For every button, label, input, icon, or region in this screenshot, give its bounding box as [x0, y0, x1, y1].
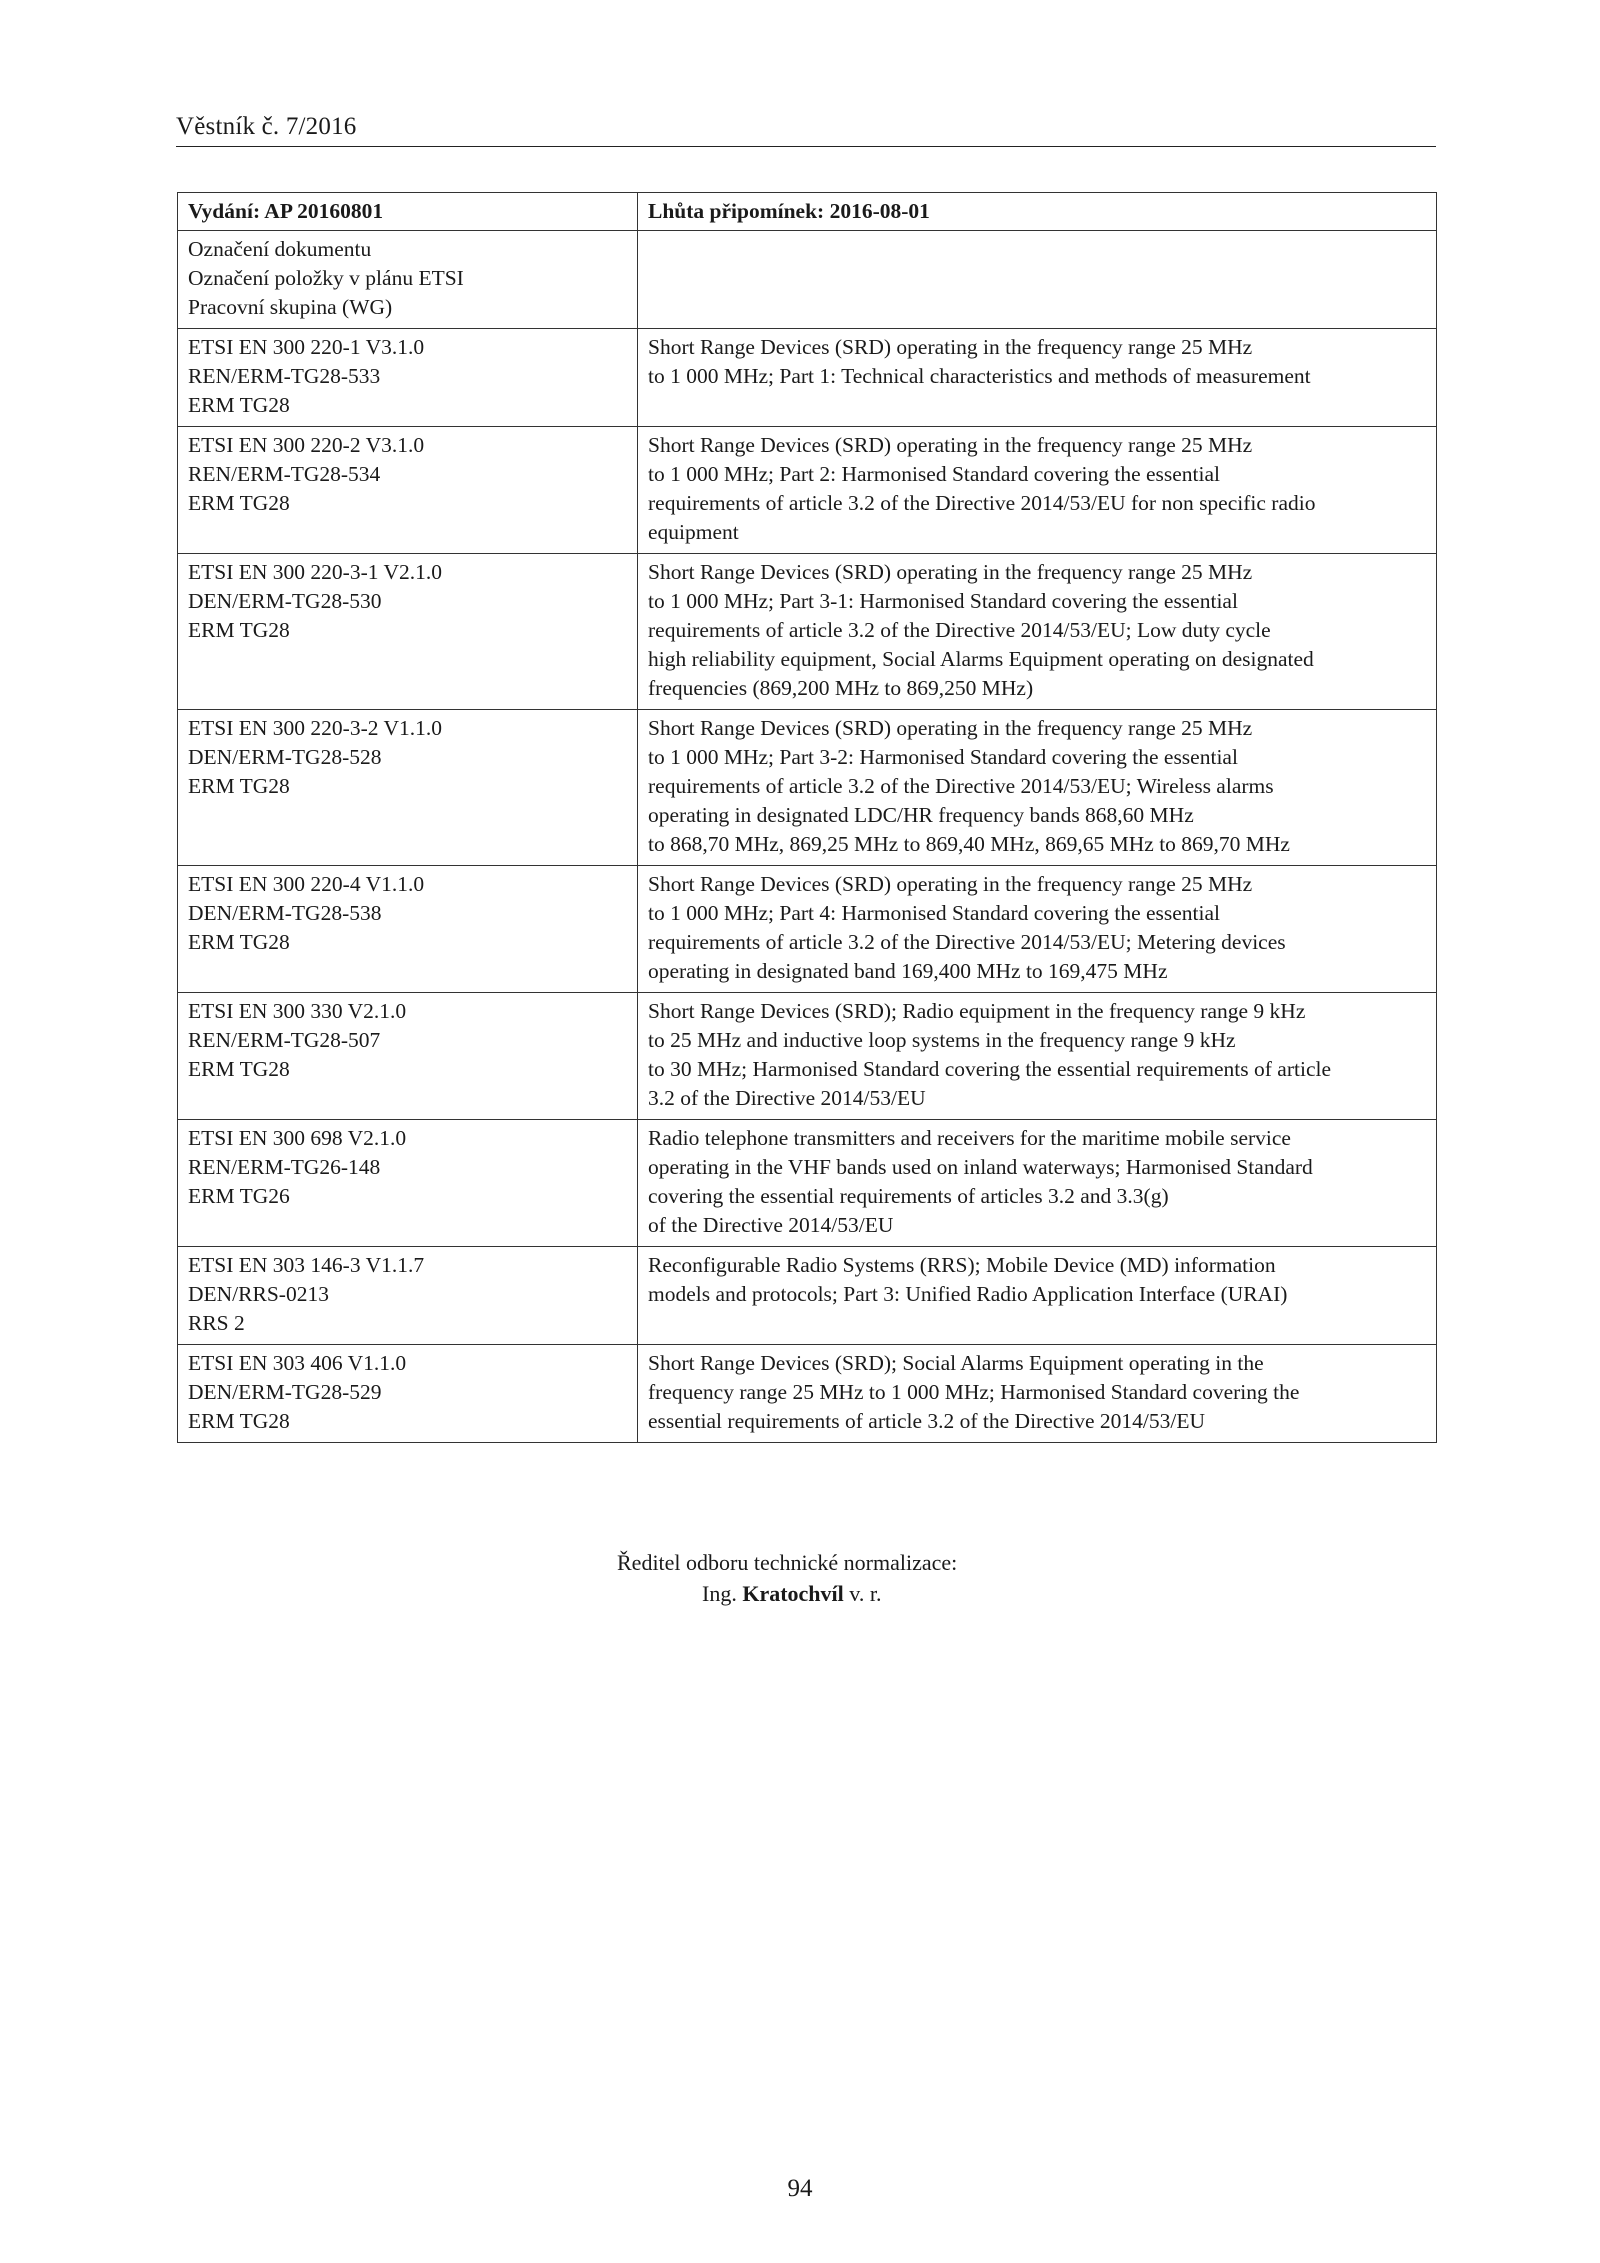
- standard-title-line: requirements of article 3.2 of the Directive 2014/53/EU; Low duty cycle: [648, 618, 1271, 642]
- standard-title-line: Reconfigurable Radio Systems (RRS); Mobile Device (MD) information: [648, 1253, 1276, 1277]
- work-item-reference: REN/ERM-TG28-507: [188, 1028, 381, 1052]
- table-row: [178, 993, 1437, 1120]
- standard-title-line: to 1 000 MHz; Part 4: Harmonised Standard covering the essential: [648, 901, 1221, 925]
- working-group: ERM TG28: [188, 491, 290, 515]
- standard-title-line: of the Directive 2014/53/EU: [648, 1213, 894, 1237]
- standard-title-line: to 25 MHz and inductive loop systems in the frequency range 9 kHz: [648, 1028, 1236, 1052]
- work-item-reference: DEN/RRS-0213: [188, 1282, 329, 1306]
- legend-line: Pracovní skupina (WG): [188, 295, 393, 319]
- standard-title-line: requirements of article 3.2 of the Directive 2014/53/EU for non specific radio: [648, 491, 1316, 515]
- legend-row: [178, 231, 1437, 329]
- standard-title-line: Short Range Devices (SRD); Radio equipment in the frequency range 9 kHz: [648, 999, 1306, 1023]
- standard-title-line: 3.2 of the Directive 2014/53/EU: [648, 1086, 926, 1110]
- standard-title-cell: [638, 866, 1437, 993]
- standard-id-cell: [178, 993, 638, 1120]
- working-group: ERM TG28: [188, 393, 290, 417]
- standard-designation: ETSI EN 300 220-2 V3.1.0: [188, 433, 425, 457]
- standard-title-line: frequency range 25 MHz to 1 000 MHz; Harmonised Standard covering the: [648, 1380, 1300, 1404]
- legend-cell: [178, 231, 638, 329]
- comment-deadline-heading: Lhůta připomínek: 2016-08-01: [638, 193, 1437, 231]
- standard-title-line: Short Range Devices (SRD) operating in the frequency range 25 MHz: [648, 872, 1253, 896]
- signature-suffix: v. r.: [843, 1581, 882, 1606]
- standard-title-line: equipment: [648, 520, 739, 544]
- table-row: [178, 1120, 1437, 1247]
- standard-title-line: Short Range Devices (SRD) operating in the frequency range 25 MHz: [648, 335, 1253, 359]
- standard-id-cell: [178, 1247, 638, 1345]
- standard-title-line: frequencies (869,200 MHz to 869,250 MHz): [648, 676, 1034, 700]
- working-group: RRS 2: [188, 1311, 245, 1335]
- running-header: Věstník č. 7/2016: [176, 113, 357, 140]
- signature-name: Kratochvíl: [742, 1581, 844, 1606]
- standard-title-line: to 868,70 MHz, 869,25 MHz to 869,40 MHz, 869,65 MHz to 869,70 MHz: [648, 832, 1290, 856]
- table-row: [178, 554, 1437, 710]
- page-number: 94: [787, 2175, 813, 2202]
- legend-line: Označení dokumentu: [188, 237, 372, 261]
- work-item-reference: DEN/ERM-TG28-529: [188, 1380, 382, 1404]
- standard-title-line: operating in designated LDC/HR frequency bands 868,60 MHz: [648, 803, 1194, 827]
- standard-designation: ETSI EN 300 220-3-2 V1.1.0: [188, 716, 443, 740]
- standard-id-cell: [178, 1345, 638, 1443]
- signature-prefix: Ing.: [702, 1581, 743, 1606]
- standard-title-cell: [638, 993, 1437, 1120]
- standard-title-line: Short Range Devices (SRD) operating in the frequency range 25 MHz: [648, 716, 1253, 740]
- standard-id-cell: [178, 554, 638, 710]
- working-group: ERM TG28: [188, 774, 290, 798]
- standard-designation: ETSI EN 300 220-3-1 V2.1.0: [188, 560, 443, 584]
- signature-name-line: [702, 1579, 881, 1609]
- legend-empty-cell: [638, 231, 1437, 329]
- table-row: [178, 427, 1437, 554]
- standard-id-cell: [178, 1120, 638, 1247]
- standard-id-cell: [178, 710, 638, 866]
- standard-title-line: covering the essential requirements of articles 3.2 and 3.3(g): [648, 1184, 1169, 1208]
- header-rule: [176, 146, 1436, 147]
- standard-designation: ETSI EN 303 146-3 V1.1.7: [188, 1253, 425, 1277]
- working-group: ERM TG28: [188, 618, 290, 642]
- standard-title-cell: [638, 554, 1437, 710]
- standard-designation: ETSI EN 300 220-4 V1.1.0: [188, 872, 425, 896]
- edition-heading: Vydání: AP 20160801: [178, 193, 638, 231]
- table-row: [178, 866, 1437, 993]
- standard-id-cell: [178, 866, 638, 993]
- standard-title-line: to 1 000 MHz; Part 2: Harmonised Standard covering the essential: [648, 462, 1221, 486]
- standards-table: [177, 192, 1437, 1443]
- standard-title-line: requirements of article 3.2 of the Directive 2014/53/EU; Wireless alarms: [648, 774, 1274, 798]
- standard-title-line: to 1 000 MHz; Part 3-2: Harmonised Standard covering the essential: [648, 745, 1238, 769]
- table-header-row: [178, 193, 1437, 231]
- standard-title-line: to 1 000 MHz; Part 3-1: Harmonised Standard covering the essential: [648, 589, 1238, 613]
- standard-title-cell: [638, 1345, 1437, 1443]
- work-item-reference: DEN/ERM-TG28-528: [188, 745, 382, 769]
- signature-title: Ředitel odboru technické normalizace:: [617, 1550, 958, 1575]
- standard-title-line: to 1 000 MHz; Part 1: Technical characteristics and methods of measurement: [648, 364, 1311, 388]
- standard-title-line: operating in the VHF bands used on inland waterways; Harmonised Standard: [648, 1155, 1313, 1179]
- standard-designation: ETSI EN 300 698 V2.1.0: [188, 1126, 407, 1150]
- table-row: [178, 1345, 1437, 1443]
- standard-title-cell: [638, 710, 1437, 866]
- standard-title-cell: [638, 1247, 1437, 1345]
- standard-designation: ETSI EN 303 406 V1.1.0: [188, 1351, 407, 1375]
- work-item-reference: DEN/ERM-TG28-538: [188, 901, 382, 925]
- working-group: ERM TG28: [188, 930, 290, 954]
- working-group: ERM TG26: [188, 1184, 290, 1208]
- standard-title-cell: [638, 329, 1437, 427]
- table-row: [178, 710, 1437, 866]
- working-group: ERM TG28: [188, 1057, 290, 1081]
- standard-title-cell: [638, 427, 1437, 554]
- work-item-reference: REN/ERM-TG26-148: [188, 1155, 381, 1179]
- table-row: [178, 1247, 1437, 1345]
- work-item-reference: REN/ERM-TG28-534: [188, 462, 381, 486]
- standard-title-line: Short Range Devices (SRD); Social Alarms Equipment operating in the: [648, 1351, 1264, 1375]
- standard-designation: ETSI EN 300 330 V2.1.0: [188, 999, 407, 1023]
- standard-title-line: Short Range Devices (SRD) operating in the frequency range 25 MHz: [648, 560, 1253, 584]
- standard-id-cell: [178, 329, 638, 427]
- legend-line: Označení položky v plánu ETSI: [188, 266, 464, 290]
- standard-title-line: Radio telephone transmitters and receivers for the maritime mobile service: [648, 1126, 1291, 1150]
- standard-designation: ETSI EN 300 220-1 V3.1.0: [188, 335, 425, 359]
- standard-title-line: operating in designated band 169,400 MHz to 169,475 MHz: [648, 959, 1168, 983]
- standard-title-line: requirements of article 3.2 of the Directive 2014/53/EU; Metering devices: [648, 930, 1286, 954]
- standard-title-line: Short Range Devices (SRD) operating in the frequency range 25 MHz: [648, 433, 1253, 457]
- table-row: [178, 329, 1437, 427]
- working-group: ERM TG28: [188, 1409, 290, 1433]
- standard-title-cell: [638, 1120, 1437, 1247]
- work-item-reference: REN/ERM-TG28-533: [188, 364, 381, 388]
- standard-id-cell: [178, 427, 638, 554]
- standard-title-line: high reliability equipment, Social Alarms Equipment operating on designated: [648, 647, 1314, 671]
- standard-title-line: models and protocols; Part 3: Unified Radio Application Interface (URAI): [648, 1282, 1288, 1306]
- standard-title-line: essential requirements of article 3.2 of the Directive 2014/53/EU: [648, 1409, 1206, 1433]
- work-item-reference: DEN/ERM-TG28-530: [188, 589, 382, 613]
- standard-title-line: to 30 MHz; Harmonised Standard covering the essential requirements of article: [648, 1057, 1332, 1081]
